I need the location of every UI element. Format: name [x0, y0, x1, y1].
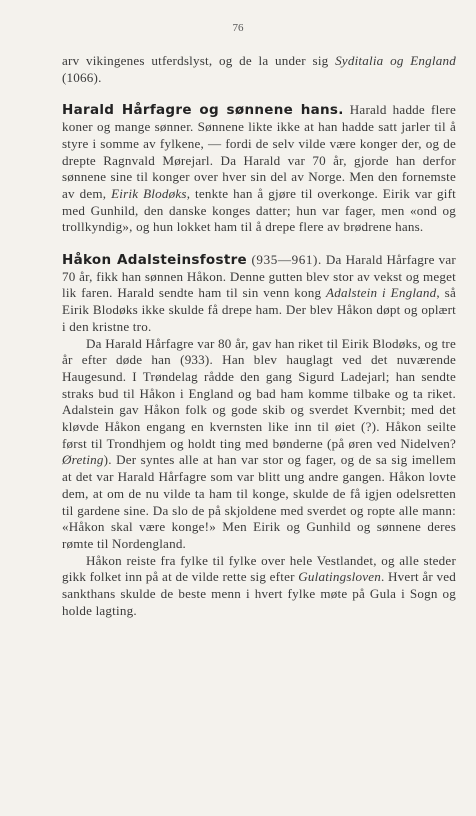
intro-italic-places: Syditalia og England [335, 53, 456, 68]
section1-text-a: Harald hadde flere koner og mange sønner. Sønnene likte ikke at han hadde satt jarler til å styre i somme av fylkene, — fordi de selv vilde være konger der, og de drepte Ragnvald Mørejarl. Da Harald var 70 år, gjorde han derfor sønnene sine til konger over hver sin del av Norge. Men den fornemste av dem, [62, 102, 457, 201]
section2-p3-italic: Gulatingsloven [298, 569, 382, 585]
intro-text-2: (1066). [62, 69, 102, 85]
section2-paragraph-2 [62, 336, 456, 553]
section2-p2-text-a: Da Harald Hårfagre var 80 år, gav han riket til Eirik Blodøks, og tre år efter døde han (933). Han blev hauglagt ved det nuværende Haugesund. I Trøndelag rådde den gang Sigurd Ladejarl; han sendte straks bud til Håkon i England og bad ham komme tilbake og ta riket. Adalstein gav Håkon folk og gode skib og sverdet Kvernbit; med det kløvde Håkon engang en kvernsten like inn til øiet (?). Håkon seilte først til Trondhjem og holdt ting med bønderne (på øren ved Nidelven? [62, 335, 456, 451]
section2-p1-italic: Adalstein i England [326, 285, 437, 301]
intro-text-1: arv vikingenes utferdslyst, og de la under sig [62, 53, 336, 68]
section2-paragraph-1 [62, 252, 456, 336]
intro-paragraph [62, 53, 456, 86]
section2-paragraph-3 [62, 553, 456, 620]
page-number: 76 [232, 22, 244, 34]
page-body [62, 53, 456, 620]
section1-italic: Eirik Blodøks [111, 185, 187, 201]
section2-p1-text-b: , så Eirik Blodøks ikke skulde få drepe ham. Der blev Håkon døpt og oplært i den kristne tro. [62, 285, 456, 334]
section1-paragraph [62, 102, 456, 236]
section-gap [62, 236, 456, 252]
section2-p3-text-a: Håkon reiste fra fylke til fylke over hele Vestlandet, og alle steder gikk folket inn på at de vilde rette sig efter [62, 552, 456, 585]
section2-p3-text-b: . Hvert år ved sankthans skulde de beste menn i hvert fylke møte på Gula i Sogn og holde lagting. [62, 569, 456, 618]
section1-text-b: , tenkte han å gjøre til overkonge. Eirik var gift med Gunhild, den danske konges datter; hun var fager, men «ond og trollkyndig», og hun lokket ham til å drepe flere av brødrene hans. [62, 185, 456, 235]
section2-p2-text-b: ). Der syntes alle at han var stor og fager, og de sa sig imellem at det var Harald Hårfagre som var blitt ung andre gangen. Håkon lovte dem, at om de nu vilde ta ham til konge, skulde de få igjen odelsretten til gardene sine. Da slo de på skjoldene med sverdet og ropte alle mann: «Håkon skal være konge!» Men Eirik og Gunhild og sønnene deres rømte til Nordengland. [62, 452, 456, 551]
section1-heading: Harald Hårfagre og sønnene hans. [62, 102, 344, 119]
section2-heading: Håkon Adalsteinsfostre [62, 252, 248, 269]
section2-p1-text-a: Da Harald Hårfagre var 70 år, fikk han sønnen Håkon. Denne gutten blev stor av vekst og meget lik faren. Harald sendte ham til sin venn kong [62, 252, 456, 301]
section-gap [62, 86, 456, 102]
section2-p2-italic: Øreting [62, 452, 104, 468]
section2-dates: (935—961). [247, 252, 322, 268]
